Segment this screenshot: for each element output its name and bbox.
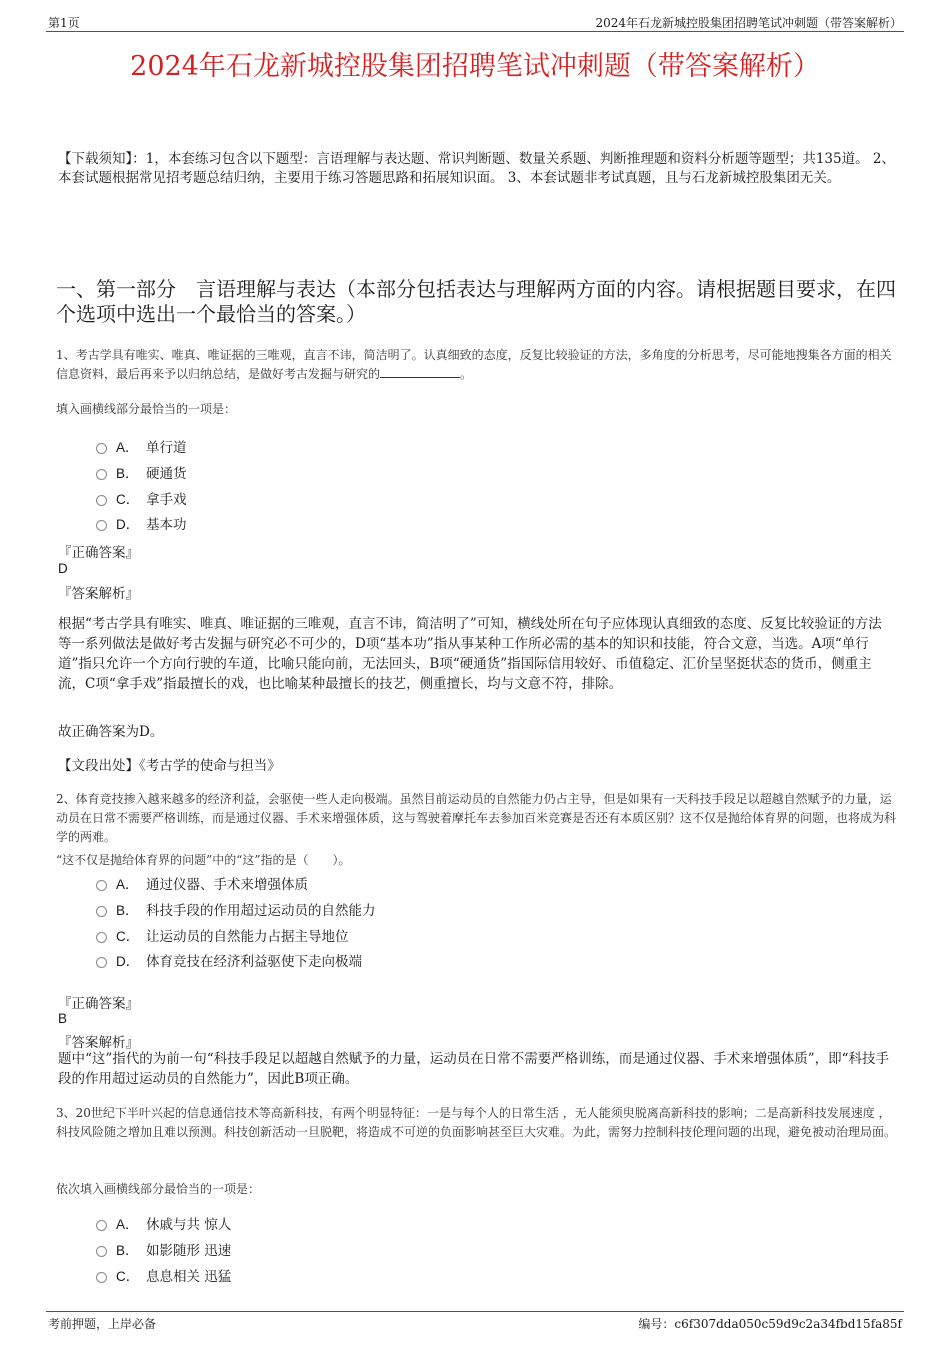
question-2-prompt: “这不仅是抛给体育界的问题”中的“这”指的是（ ）。 bbox=[56, 853, 351, 867]
radio-button[interactable] bbox=[96, 906, 107, 917]
page-title: 2024年石龙新城控股集团招聘笔试冲刺题（带答案解析） bbox=[130, 51, 820, 82]
question-3-text: 3、20世纪下半叶兴起的信息通信技术等高新科技，有两个明显特征：一是与每个人的日常生活 ，无人能须臾脱离高新科技的影响；二是高新科技发展速度 ，科技风险随之增加且难以预测。科技创新活动一旦脱靶，将造成不可逆的负面影响甚至巨大灾难。为此，需努力控制科技伦理问题的出现，避免被动治理局面。 bbox=[56, 1106, 897, 1139]
page-number: 第1页 bbox=[48, 16, 80, 30]
correct-answer-label: 『正确答案』 bbox=[58, 545, 139, 561]
header-divider bbox=[46, 31, 904, 32]
question-1-text-a: 1、考古学具有唯实、唯真、唯证据的三唯观，直言不讳，简洁明了。认真细致的态度，反复比较验证的方法，多角度的分析思考，尽可能地搜集各方面的相关信息资料，最后再来予以归纳总结，是做好考古发掘与研究的 bbox=[56, 348, 892, 381]
correct-answer-value: B bbox=[58, 1011, 68, 1026]
question-2-option-b[interactable]: B． 科技手段的作用超过运动员的自然能力 bbox=[96, 899, 376, 919]
question-2-option-c[interactable]: C． 让运动员的自然能力占据主导地位 bbox=[96, 925, 349, 945]
section-title: 一、第一部分 言语理解与表达（本部分包括表达与理解两方面的内容。请根据题目要求，在四个选项中选出一个最恰当的答案。） bbox=[56, 277, 896, 326]
question-1-prompt: 填入画横线部分最恰当的一项是： bbox=[56, 402, 237, 416]
question-1-conclusion: 故正确答案为D。 bbox=[58, 724, 164, 740]
radio-button[interactable] bbox=[96, 1272, 107, 1283]
question-1-text bbox=[56, 346, 898, 384]
question-1-analysis: 根据“考古学具有唯实、唯真、唯证据的三唯观，直言不讳，简洁明了”可知，横线处所在句子应体现认真细致的态度、反复比较验证的方法等一系列做法是做好考古发掘与研究必不可少的，D项“基本功”指从事某种工作所必需的基本的知识和技能，符合文意，当选。A项“单行道”指只允许一个方向行驶的车道，比喻只能向前，无法回头，B项“硬通货”指国际信用较好、币值稳定、汇价呈坚挺状态的货币，侧重主流，C项“拿手戏”指最擅长的戏，也比喻某种最擅长的技艺，侧重擅长，均与文意不符，排除。 bbox=[58, 616, 882, 692]
radio-button[interactable] bbox=[96, 469, 107, 480]
question-3-option-b[interactable]: B． 如影随形 迅速 bbox=[96, 1239, 231, 1259]
radio-button[interactable] bbox=[96, 932, 107, 943]
document-id: 编号：c6f307dda050c59d9c2a34fbd15fa85f bbox=[638, 1317, 902, 1331]
footer-divider bbox=[46, 1311, 904, 1312]
question-1-option-d[interactable]: D． 基本功 bbox=[96, 513, 187, 533]
radio-button[interactable] bbox=[96, 957, 107, 968]
analysis-label: 『答案解析』 bbox=[58, 586, 139, 602]
answer-blank bbox=[380, 366, 460, 378]
analysis-label: 『答案解析』 bbox=[58, 1035, 139, 1051]
question-1-text-b: 。 bbox=[460, 367, 473, 381]
question-3-prompt: 依次填入画横线部分最恰当的一项是： bbox=[56, 1182, 261, 1196]
question-1-option-a[interactable]: A． 单行道 bbox=[96, 436, 187, 456]
question-1-source: 【文段出处】《考古学的使命与担当》 bbox=[58, 758, 281, 774]
running-title: 2024年石龙新城控股集团招聘笔试冲刺题（带答案解析） bbox=[595, 16, 902, 30]
radio-button[interactable] bbox=[96, 443, 107, 454]
question-2-analysis: 题中“这”指代的为前一句“科技手段足以超越自然赋予的力量，运动员在日常不需要严格训练，而是通过仪器、手术来增强体质”，即“科技手段的作用超过运动员的自然能力”，因此B项正确。 bbox=[58, 1051, 890, 1087]
radio-button[interactable] bbox=[96, 520, 107, 531]
question-3-option-c[interactable]: C． 息息相关 迅猛 bbox=[96, 1265, 231, 1285]
radio-button[interactable] bbox=[96, 495, 107, 506]
correct-answer-value: D bbox=[58, 561, 68, 576]
question-3-option-a[interactable]: A． 休戚与共 惊人 bbox=[96, 1213, 231, 1233]
download-notice: 【下载须知】：1，本套练习包含以下题型：言语理解与表达题、常识判断题、数量关系题、判断推理题和资料分析题等题型；共135道。 2、本套试题根据常见招考题总结归纳，主要用于练习答题思路和拓展知识面。 3、本套试题非考试真题，且与石龙新城控股集团无关。 bbox=[58, 151, 895, 186]
radio-button[interactable] bbox=[96, 1220, 107, 1231]
radio-button[interactable] bbox=[96, 880, 107, 891]
footer-slogan: 考前押题，上岸必备 bbox=[48, 1317, 157, 1331]
question-2-text: 2、体育竞技掺入越来越多的经济利益，会驱使一些人走向极端。虽然目前运动员的自然能力仍占主导，但是如果有一天科技手段足以超越自然赋予的力量，运动员在日常不需要严格训练，而是通过仪器、手术来增强体质，这与驾驶着摩托车去参加百米竞赛是否还有本质区别？这不仅是抛给体育界的问题，也将成为科学的两难。 bbox=[56, 792, 897, 844]
question-2-option-a[interactable]: A． 通过仪器、手术来增强体质 bbox=[96, 873, 308, 893]
question-2-option-d[interactable]: D． 体育竞技在经济利益驱使下走向极端 bbox=[96, 950, 362, 970]
radio-button[interactable] bbox=[96, 1246, 107, 1257]
correct-answer-label: 『正确答案』 bbox=[58, 996, 139, 1012]
question-1-option-b[interactable]: B． 硬通货 bbox=[96, 462, 187, 482]
question-1-option-c[interactable]: C． 拿手戏 bbox=[96, 488, 187, 508]
